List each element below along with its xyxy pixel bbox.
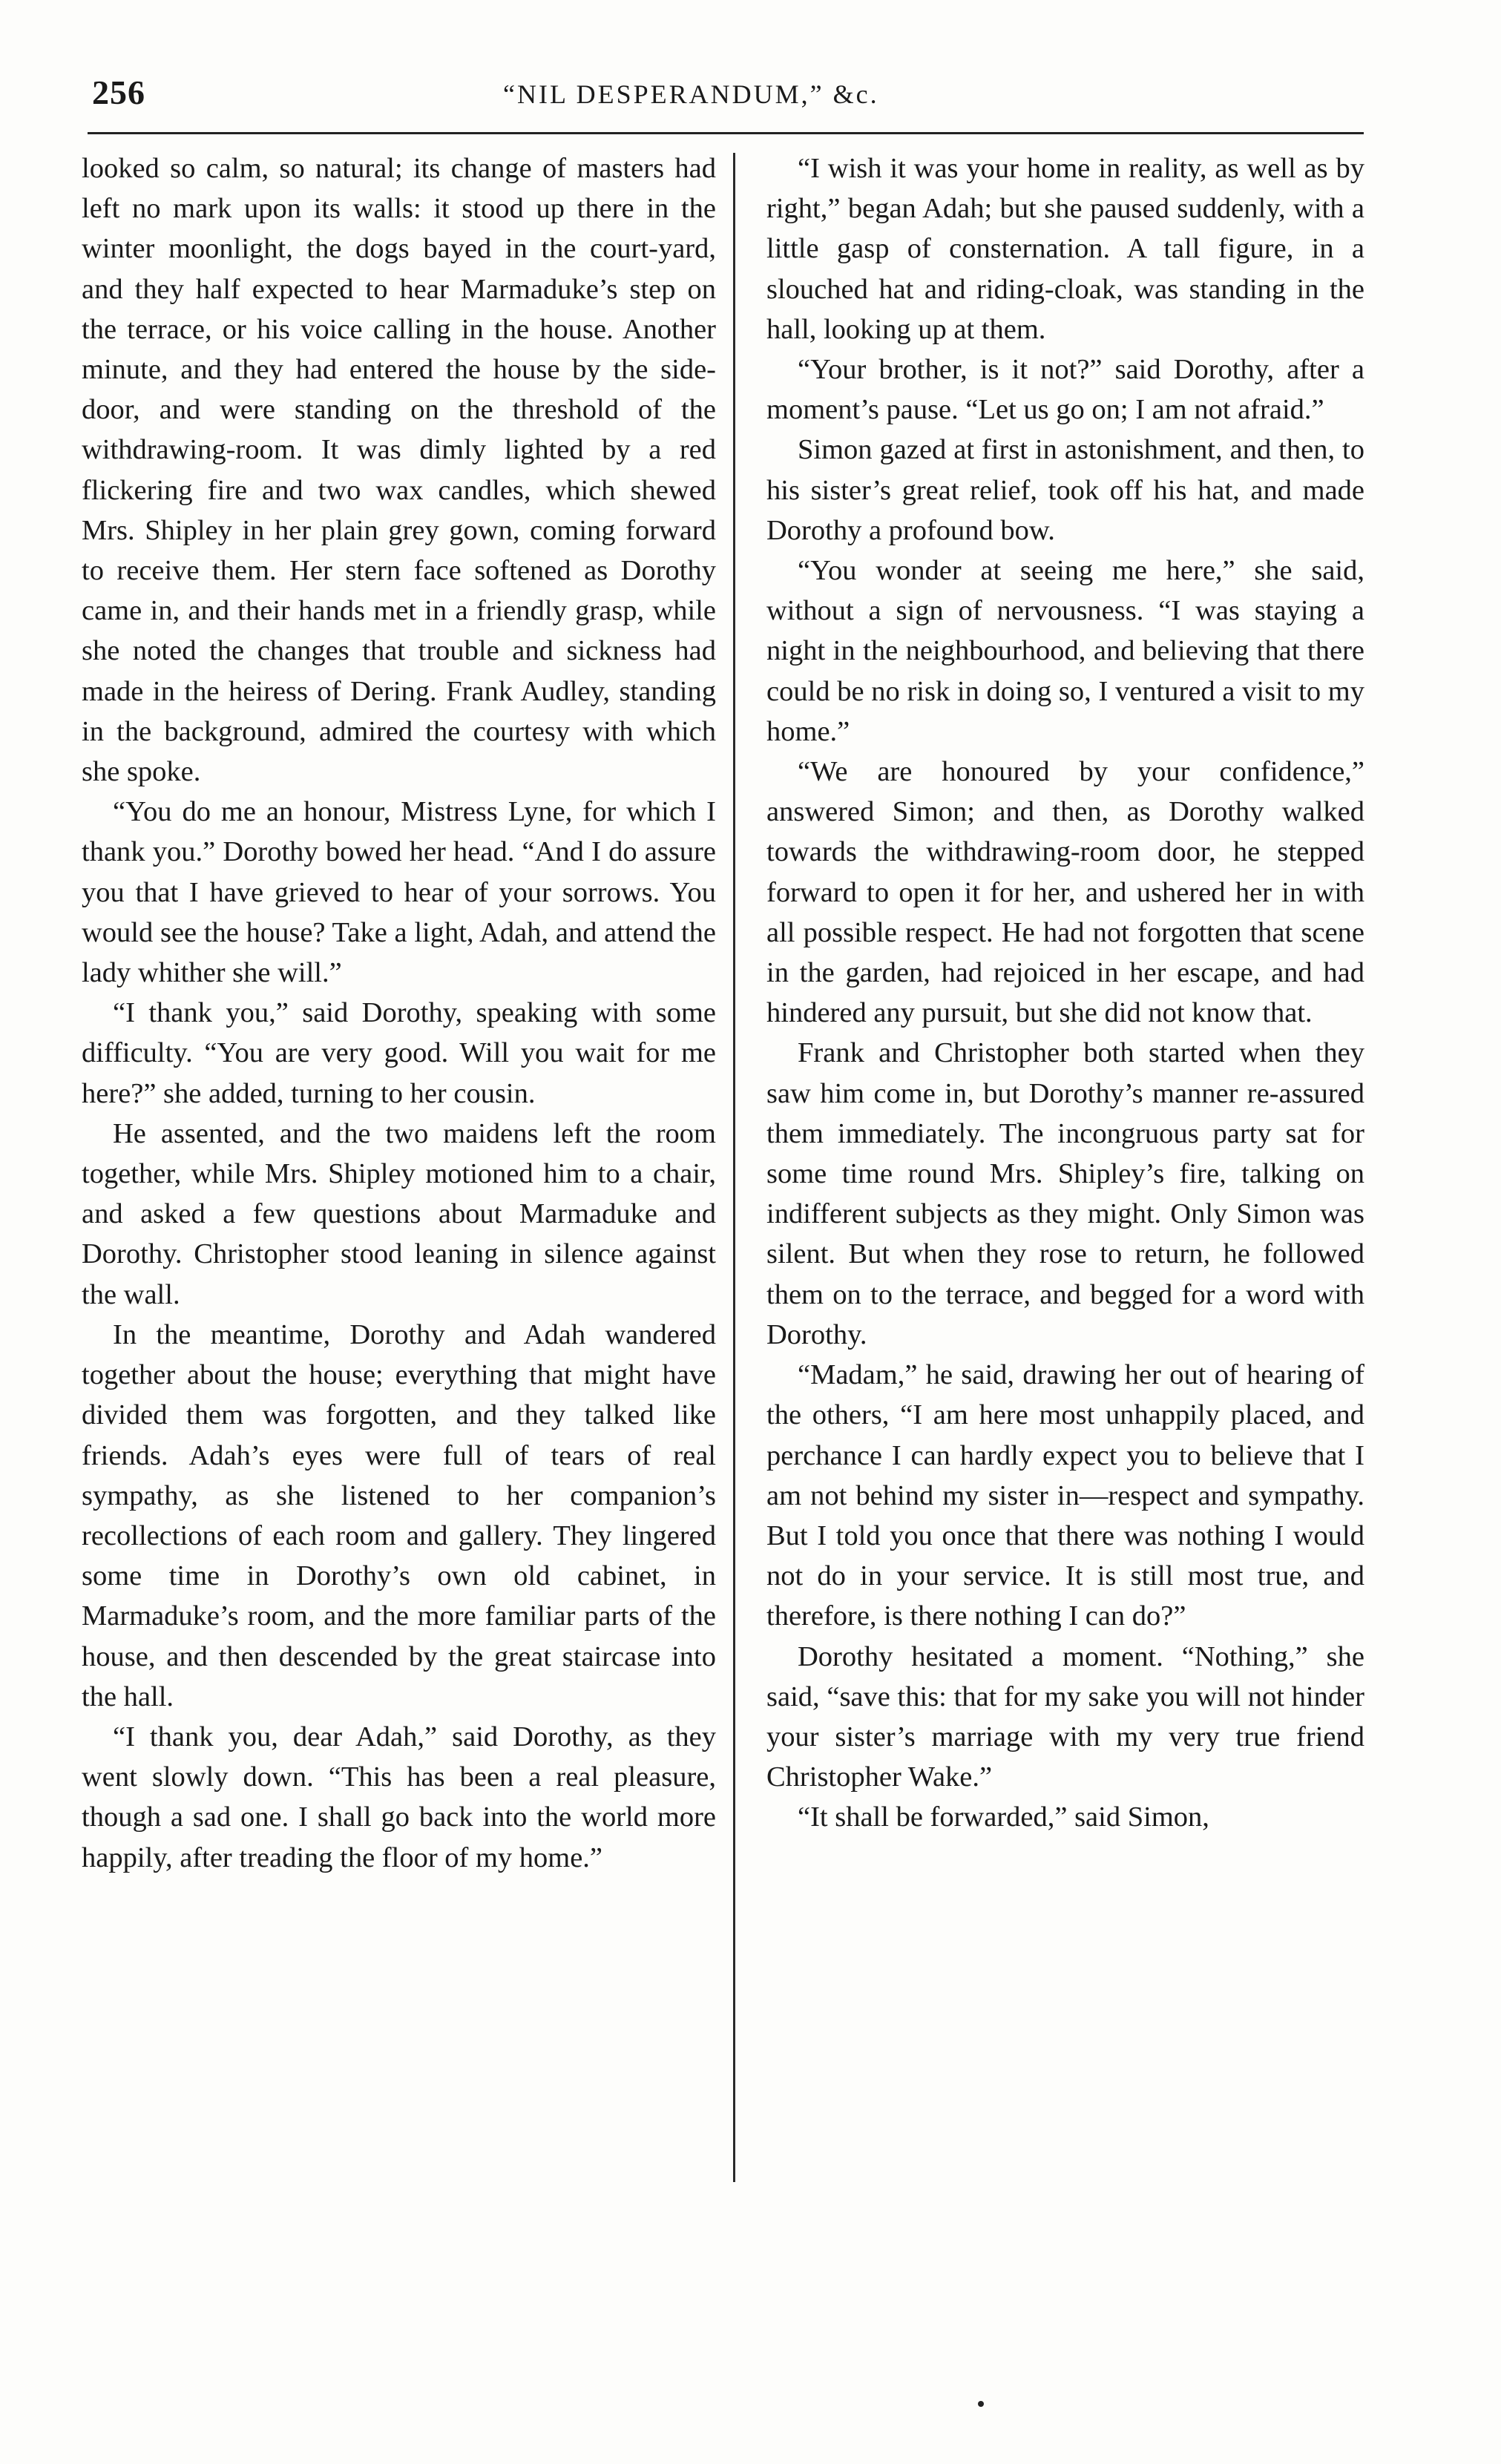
page-number: 256	[92, 73, 145, 111]
paragraph: In the meantime, Dorothy and Adah wandered together about the house; everything that might have divided them was forgotten, and they talked like friends. Adah’s eyes were full of tears of real sympathy, as she listened to her companion’s recollections of each room and gallery. They lingered some time in Dorothy’s own old cabinet, in Marmaduke’s room, and the more familiar parts of the house, and then descended by the great staircase into the hall.	[82, 1318, 716, 1712]
column-divider	[733, 153, 735, 2182]
paragraph: “I thank you,” said Dorothy, speaking with some difficulty. “You are very good. Will you wait for me here?” she added, turning to her cousin.	[82, 997, 716, 1109]
paragraph: “I wish it was your home in reality, as well as by right,” began Adah; but she paused suddenly, with a little gasp of consternation. A tall figure, in a slouched hat and riding-cloak, was standing in the hall, looking up at them.	[766, 153, 1364, 345]
paragraph: “You wonder at seeing me here,” she said, without a sign of nervousness. “I was staying a night in the neighbourhood, and believing that there could be no risk in doing so, I ventured a visit to my home.”	[766, 555, 1364, 747]
paragraph: looked so calm, so natural; its change of masters had left no mark upon its walls: it stood up there in the winter moonlight, the dogs bayed in the court-yard, and they half expected to hear Marmaduke’s step on the terrace, or his voice calling in the house. Another minute, and they had entered the house by the side-door, and were standing on the threshold of the withdrawing-room. It was dimly lighted by a red flickering fire and two wax candles, which shewed Mrs. Shipley in her plain grey gown, coming forward to receive them. Her stern face softened as Dorothy came in, and their hands met in a friendly grasp, while she noted the changes that trouble and sickness had made in the heiress of Dering. Frank Audley, standing in the background, admired the courtesy with which she spoke.	[82, 153, 716, 788]
running-title: “NIL DESPERANDUM,” &c.	[503, 79, 879, 109]
paragraph: Dorothy hesitated a moment. “Nothing,” she said, “save this: that for my sake you will not hinder your sister’s marriage with my very true friend Christopher Wake.”	[766, 1640, 1364, 1793]
paragraph: He assented, and the two maidens left the room together, while Mrs. Shipley motioned him to a chair, and asked a few questions about Marmaduke and Dorothy. Christopher stood leaning in silence against the wall.	[82, 1117, 716, 1310]
paragraph: “Madam,” he said, drawing her out of hearing of the others, “I am here most unhappily placed, and perchance I can hardly expect you to believe that I am not behind my sister in—respect and sympathy. But I told you once that there was nothing I would not do in your service. It is still most true, and therefore, is there nothing I can do?”	[766, 1359, 1364, 1632]
right-column	[766, 148, 1364, 1838]
paragraph: Simon gazed at first in astonishment, and then, to his sister’s great relief, took off his hat, and made Dorothy a profound bow.	[766, 434, 1364, 546]
paragraph: Frank and Christopher both started when they saw him come in, but Dorothy’s manner re-assured them immediately. The incongruous party sat for some time round Mrs. Shipley’s fire, talking on indifferent subjects as they might. Only Simon was silent. But when they rose to return, he followed them on to the terrace, and begged for a word with Dorothy.	[766, 1037, 1364, 1350]
paragraph: “We are honoured by your confidence,” answered Simon; and then, as Dorothy walked towards the withdrawing-room door, he stepped forward to open it for her, and ushered her in with all possible respect. He had not forgotten that scene in the garden, had rejoiced in her escape, and had hindered any pursuit, but she did not know that.	[766, 756, 1364, 1029]
print-speck	[978, 2401, 984, 2407]
paragraph: “Your brother, is it not?” said Dorothy, after a moment’s pause. “Let us go on; I am not afraid.”	[766, 354, 1364, 426]
header-rule	[88, 132, 1364, 134]
page-header	[88, 68, 1364, 120]
left-column	[82, 148, 716, 1878]
paragraph: “I thank you, dear Adah,” said Dorothy, as they went slowly down. “This has been a real pleasure, though a sad one. I shall go back into the world more happily, after treading the floor of my home.”	[82, 1721, 716, 1873]
paragraph: “You do me an honour, Mistress Lyne, for which I thank you.” Dorothy bowed her head. “And I do assure you that I have grieved to hear of your sorrows. You would see the house? Take a light, Adah, and attend the lady whither she will.”	[82, 796, 716, 989]
paragraph: “It shall be forwarded,” said Simon,	[798, 1801, 1209, 1833]
